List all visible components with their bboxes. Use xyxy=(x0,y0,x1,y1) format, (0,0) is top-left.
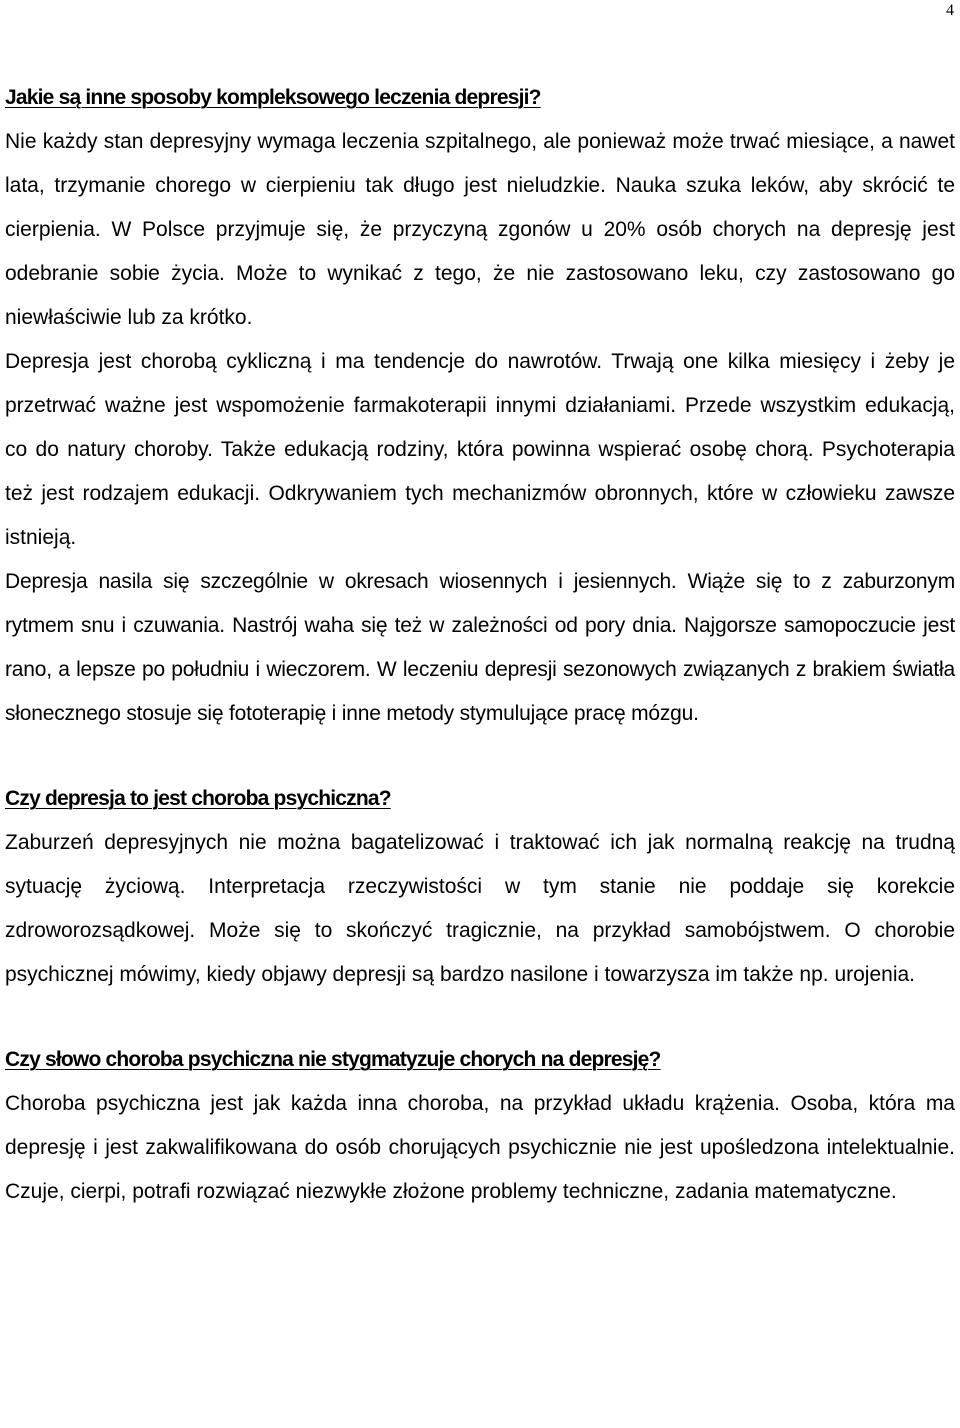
section-heading: Czy słowo choroba psychiczna nie stygmatyzuje chorych na depresję? xyxy=(5,1048,661,1071)
paragraph: Zaburzeń depresyjnych nie można bagatelizować i traktować ich jak normalną reakcję na trudną sytuację życiową. Interpretacja rzeczywistości w tym stanie nie poddaje się korekcie zdroworozsądkowej. Może się to skończyć tragicznie, na przykład samobójstwem. O chorobie psychicznej mówimy, kiedy objawy depresji są bardzo nasilone i towarzysza im także np. urojenia. xyxy=(5,831,955,986)
paragraph: Nie każdy stan depresyjny wymaga leczenia szpitalnego, ale ponieważ może trwać miesiące, a nawet lata, trzymanie chorego w cierpieniu tak długo jest nieludzkie. Nauka szuka leków, aby skrócić te cierpienia. W Polsce przyjmuje się, że przyczyną zgonów u 20% osób chorych na depresję jest odebranie sobie życia. Może to wynikać z tego, że nie zastosowano leku, czy zastosowano go niewłaściwie lub za krótko. xyxy=(5,130,955,329)
section-mental-illness xyxy=(5,777,955,997)
paragraph: Depresja nasila się szczególnie w okresach wiosennych i jesiennych. Wiąże się to z zaburzonym rytmem snu i czuwania. Nastrój waha się też w zależności od pory dnia. Najgorsze samopoczucie jest rano, a lepsze po południu i wieczorem. W leczeniu depresji sezonowych związanych z brakiem światła słonecznego stosuje się fototerapię i inne metody stymulujące pracę mózgu. xyxy=(5,570,955,725)
section-heading: Jakie są inne sposoby kompleksowego leczenia depresji? xyxy=(5,86,541,109)
paragraph: Depresja jest chorobą cykliczną i ma tendencje do nawrotów. Trwają one kilka miesięcy i żeby je przetrwać ważne jest wspomożenie farmakoterapii innymi działaniami. Przede wszystkim edukacją, co do natury choroby. Także edukacją rodziny, która powinna wspierać osobę chorą. Psychoterapia też jest rodzajem edukacji. Odkrywaniem tych mechanizmów obronnych, które w człowieku zawsze istnieją. xyxy=(5,350,955,549)
page-number: 4 xyxy=(946,2,954,19)
paragraph: Choroba psychiczna jest jak każda inna choroba, na przykład układu krążenia. Osoba, która ma depresję i jest zakwalifikowana do osób chorujących psychicznie nie jest upośledzona intelektualnie. Czuje, cierpi, potrafi rozwiązać niezwykłe złożone problemy techniczne, zadania matematyczne. xyxy=(5,1092,955,1203)
section-stigma xyxy=(5,1038,955,1214)
document-body xyxy=(5,76,955,1214)
section-heading: Czy depresja to jest choroba psychiczna? xyxy=(5,787,391,810)
section-treatment-methods xyxy=(5,76,955,736)
